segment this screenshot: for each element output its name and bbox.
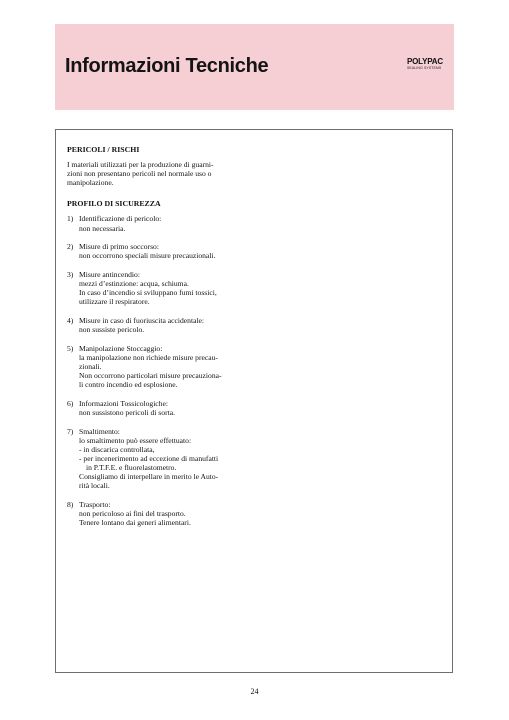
- item-number: 7): [67, 426, 74, 436]
- item-text: [79, 427, 243, 491]
- item-line: - in discarica controllata,: [79, 444, 155, 454]
- item-number: 8): [67, 499, 74, 509]
- item-line: zionali.: [79, 361, 102, 371]
- item-line: in P.T.F.E. e fluorelastometro.: [86, 463, 177, 472]
- safety-item: [67, 399, 243, 417]
- item-title: Misure antincendio:: [79, 270, 140, 280]
- logo-tagline: SEALING SYSTEMS: [407, 66, 442, 70]
- item-text: [79, 344, 243, 389]
- header-banner: [55, 24, 454, 110]
- item-line: non pericoloso ai fini del trasporto.: [79, 508, 186, 518]
- item-text: [79, 399, 243, 417]
- item-title: Identificazione di pericolo:: [79, 214, 162, 224]
- item-text: [79, 214, 243, 232]
- item-title: Misure in caso di fuoriuscita accidentale:: [79, 316, 205, 325]
- item-line: mezzi d’estinzione: acqua, schiuma.: [79, 279, 189, 289]
- item-title: Informazioni Tossicologiche:: [79, 398, 168, 408]
- safety-list: [67, 214, 243, 527]
- item-line: - per incenerimento ad eccezione di manufatti: [79, 453, 219, 463]
- safety-item: [67, 344, 243, 389]
- item-text: [79, 242, 243, 260]
- safety-item: [67, 242, 243, 260]
- item-line: non sussiste pericolo.: [79, 325, 145, 335]
- paragraph-line: manipolazione.: [67, 178, 114, 188]
- item-line: Consigliamo di interpellare in merito le Auto-: [79, 472, 219, 482]
- text-column: [67, 145, 243, 537]
- content-box: [55, 129, 453, 673]
- page-number: 24: [250, 687, 259, 696]
- safety-item: [67, 270, 243, 306]
- item-line: rità locali.: [79, 481, 110, 491]
- polypac-logo: [407, 58, 449, 71]
- item-line: li contro incendio ed esplosione.: [79, 380, 178, 390]
- item-line: non sussistono pericoli di sorta.: [79, 407, 175, 417]
- item-line: non necessaria.: [79, 223, 126, 233]
- paragraph-line: I materiali utilizzati per la produzione di guarni-: [67, 160, 214, 170]
- safety-heading: PROFILO DI SICUREZZA: [67, 199, 161, 209]
- item-title: Trasporto:: [79, 499, 111, 509]
- item-number: 4): [67, 316, 74, 325]
- risks-heading: PERICOLI / RISCHI: [67, 145, 140, 154]
- item-number: 5): [67, 343, 74, 353]
- item-title: Manipolazione Stoccaggio:: [79, 343, 163, 353]
- item-line: utilizzare il respiratore.: [79, 297, 150, 307]
- paragraph-line: zioni non presentano pericoli nel normale uso o: [67, 169, 212, 179]
- item-text: [79, 500, 243, 527]
- safety-item: [67, 500, 243, 527]
- item-line: Tenere lontano dai generi alimentari.: [79, 518, 191, 528]
- safety-item: [67, 316, 243, 334]
- item-number: 2): [67, 242, 74, 252]
- item-number: 6): [67, 398, 74, 408]
- item-number: 3): [67, 270, 74, 280]
- item-line: la manipolazione non richiede misure precau-: [79, 352, 218, 362]
- page-title: Informazioni Tecniche: [65, 55, 269, 77]
- item-text: [79, 316, 243, 334]
- logo-name: POLYPAC: [407, 57, 443, 66]
- item-number: 1): [67, 214, 74, 224]
- item-title: Misure di primo soccorso:: [79, 242, 159, 252]
- item-line: non occorrono speciali misure precauzionali.: [79, 251, 216, 261]
- item-title: Smaltimento:: [79, 426, 120, 436]
- item-text: [79, 270, 243, 306]
- item-line: Non occorrono particolari misure precauziona-: [79, 371, 222, 381]
- safety-item: [67, 214, 243, 232]
- item-line: lo smaltimento può essere effettuato:: [79, 435, 192, 445]
- safety-item: [67, 427, 243, 491]
- risks-paragraph: [67, 160, 243, 187]
- item-line: In caso d’incendio si sviluppano fumi tossici,: [79, 288, 217, 298]
